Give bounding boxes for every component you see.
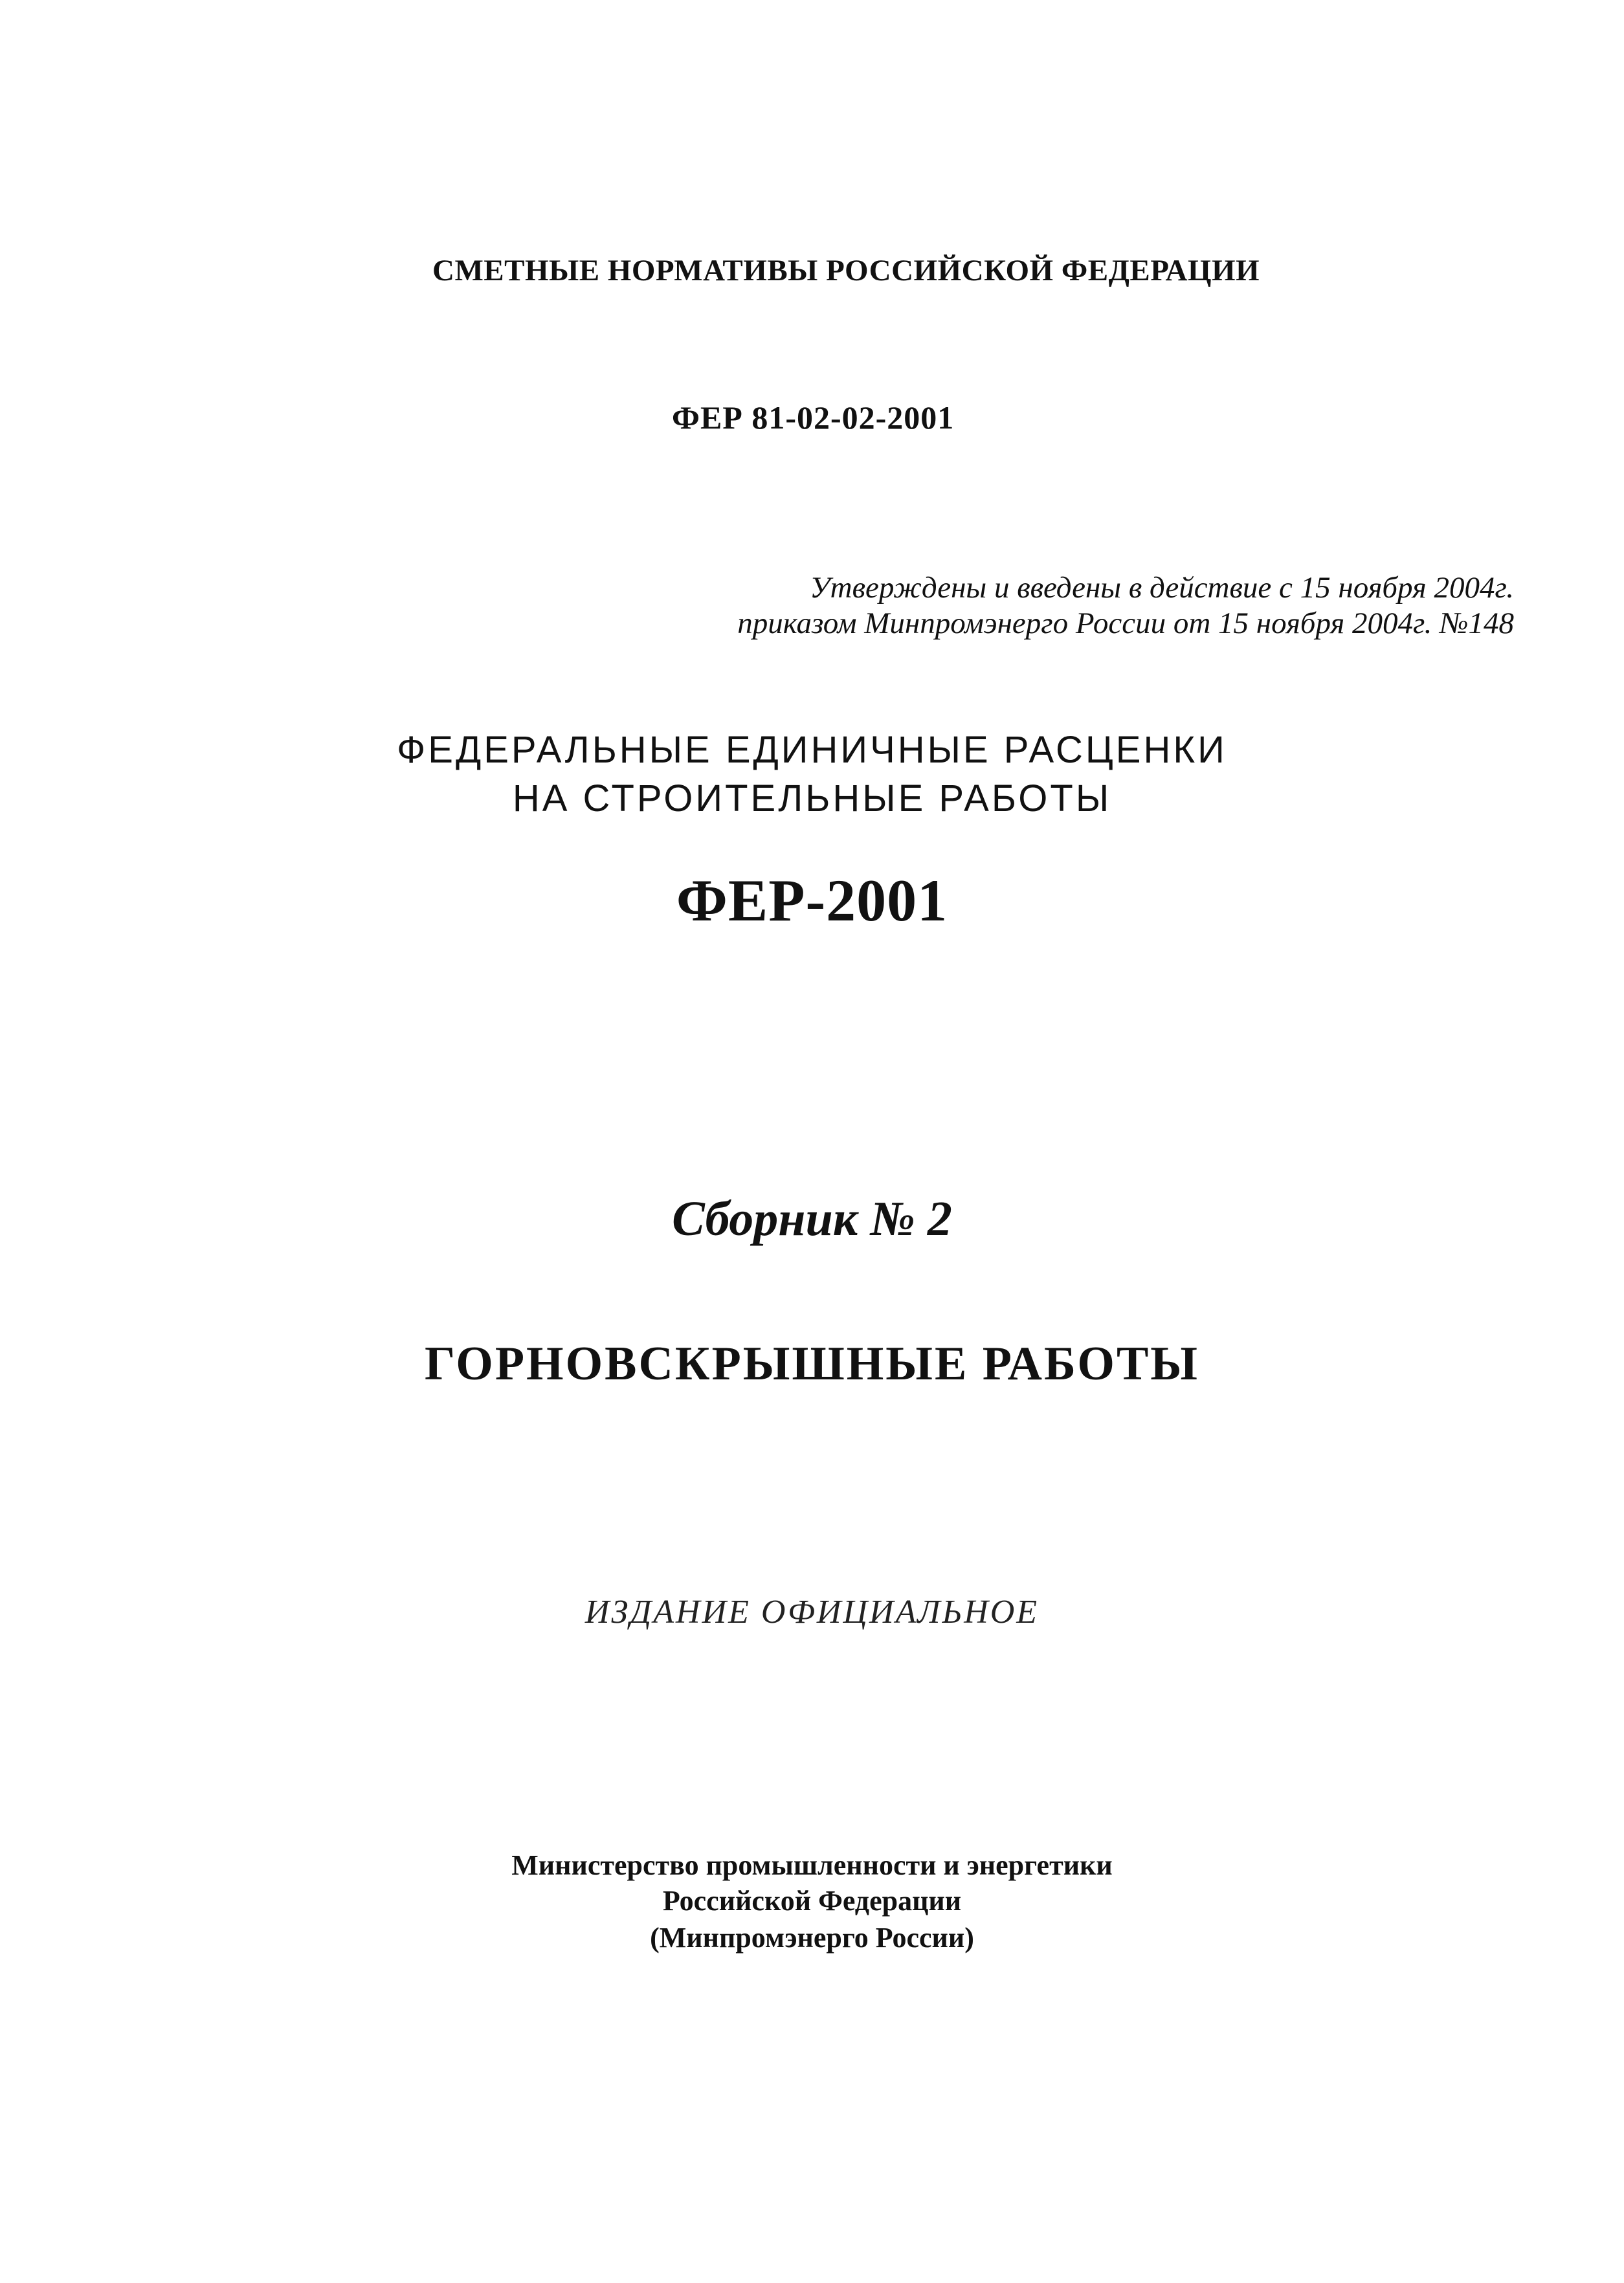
- publisher-line-3: (Минпромэнерго России): [650, 1922, 974, 1954]
- document-title-line-1: ФЕДЕРАЛЬНЫЕ ЕДИНИЧНЫЕ РАСЦЕНКИ: [397, 729, 1227, 771]
- collection-number: Сборник № 2: [672, 1192, 952, 1246]
- edition-label: ИЗДАНИЕ ОФИЦИАЛЬНОЕ: [584, 1594, 1040, 1631]
- document-title-line-2: НА СТРОИТЕЛЬНЫЕ РАБОТЫ: [512, 777, 1112, 819]
- section-title: ГОРНОВСКРЫШНЫЕ РАБОТЫ: [425, 1337, 1199, 1390]
- publisher-line-2: Российской Федерации: [662, 1885, 962, 1917]
- approval-line-2: приказом Минпромэнерго России от 15 ноября 2004г. №148: [737, 607, 1514, 640]
- publisher-line-1: Министерство промышленности и энергетики: [511, 1849, 1113, 1881]
- document-series: СМЕТНЫЕ НОРМАТИВЫ РОССИЙСКОЙ ФЕДЕРАЦИИ: [432, 254, 1260, 287]
- document-code: ФЕР 81-02-02-2001: [672, 399, 955, 436]
- short-title: ФЕР-2001: [676, 867, 948, 933]
- approval-line-1: Утверждены и введены в действие с 15 ноября 2004г.: [810, 571, 1514, 605]
